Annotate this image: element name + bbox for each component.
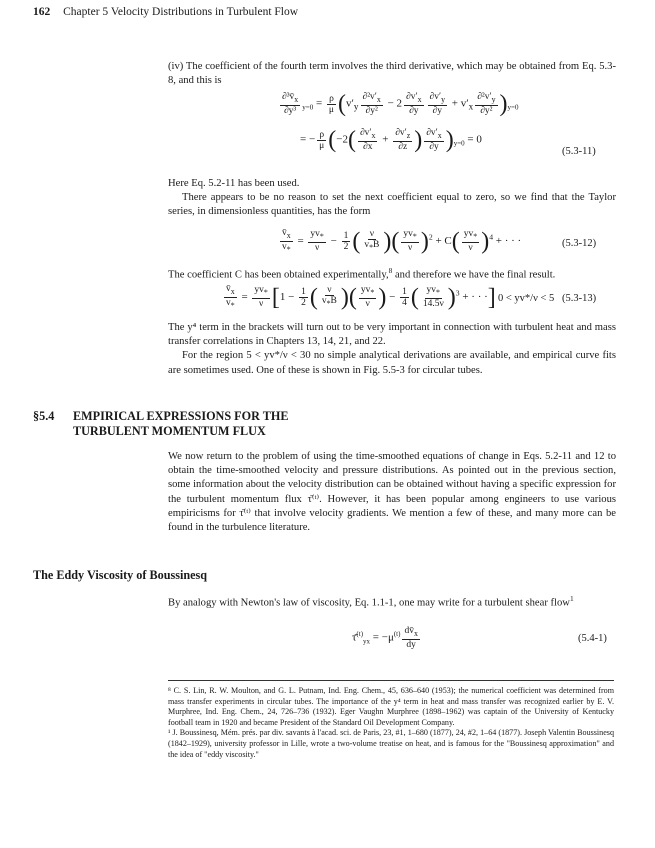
page-number: 162 <box>33 6 51 18</box>
equation-range: 0 < yv*/ν < 5 <box>498 293 555 304</box>
equation-number-5-3-11: (5.3-11) <box>562 146 596 157</box>
equation-number-5-3-12: (5.3-12) <box>562 238 597 249</box>
equation-number-5-4-1: (5.4-1) <box>578 633 607 644</box>
paragraph-coefficient: The coefficient C has been obtained experimentally,$^8$ and therefore we have the final result. <box>168 266 556 281</box>
footnote-1: ¹ J. Boussinesq, Mém. prés. par div. savants à l'acad. sci. de Paris, 23, #1, 1–680 (1877), 24, #2, 1–64 (1877). Joseph Valentin Boussinesq (1842–1929), university professor in Lille, wrote a two-volume treatise on heat, and is famous for the "Boussinesq approximation" and the idea of "eddy viscosity." <box>168 728 614 759</box>
section-title-line2: TURBULENT MOMENTUM FLUX <box>73 424 266 438</box>
equation-5-4-1: τ̄$^{(t)}_{yx}$ = $-\mu^{(t)}$ $\frac{dv̄_x}{dy}$ <box>352 626 418 650</box>
paragraph-iv: (iv) The coefficient of the fourth term involves the third derivative, which may be obtained from Eq. 5.3-8, and this is <box>168 61 616 87</box>
paragraph-section-intro: We now return to the problem of using the time-smoothed equations of change in Eqs. 5.2-11 and 12 to obtain the time-smoothed velocity and pressure distributions. As pointed out in the previous section, some information about the velocity distribution can be obtained without having a specific expression for the turbulent momentum flux τ̄⁽ᵗ⁾. However, it has been popular among engineers to use various empiricisms for τ̄⁽ᵗ⁾ that involve velocity gradients. We mention a few of these, and many more can be found in the turbulence literature. <box>168 451 616 534</box>
subsection-heading: The Eddy Viscosity of Boussinesq <box>33 568 208 582</box>
section-title-line1: EMPIRICAL EXPRESSIONS FOR THE <box>73 409 289 423</box>
footnote-8: ⁸ C. S. Lin, R. W. Moulton, and G. L. Putnam, Ind. Eng. Chem., 45, 636–640 (1953); the numerical coefficient was determined from mass transfer experiments in circular tubes. The importance of the y⁴ term in heat and mass transfer was recognized earlier by E. V. Murphree, Ind. Eng. Chem., 24, 726–736 (1932). Eger Vaughn Murphree (1898–1962) was captain of the University of Kentucky football team in 1920 and became President of the Standard Oil Development Company. <box>168 686 614 727</box>
equation-5-3-13: $\frac{v̄_x}{v_*}$ = $\frac{yv_*}{\nu}$ [1 − $\frac{1}{2}$ ( $\frac{\nu}{v_*B}$ )( $\frac{yv_*}{\nu}$ ) − $\frac{1}{4}$ ( $\frac{yv_*}{14.5\nu}$ )$^3$ + · · ·] <box>226 284 496 311</box>
paragraph-analogy: By analogy with Newton's law of viscosity, Eq. 1.1-1, one may write for a turbulent shear flow$^1$ <box>168 594 574 609</box>
equation-5-3-11-line2: = − $\frac{\rho}{\mu}$ (−2( $\frac{\partial v'_x}{\partial x}$ + $\frac{\partial v'_z}{\partial z}$ ) $\frac{\partial v'_x}{\partial y}$ )$_{y=0} = 0$ <box>300 127 482 153</box>
paragraph-y4-term: The y⁴ term in the brackets will turn out to be very important in connection with turbulent heat and mass transfer correlations in Chapters 13, 14, 21, and 22. For the region 5 < yv*/ν < 30 no simple analytical derivations are available, and empirical curve fits are sometimes used. One of these is shown in Fig. 5.5-3 for circular tubes. <box>168 322 616 376</box>
footnotes <box>168 686 614 760</box>
equation-5-3-11-line1: $\frac{\partial^3v̄_x}{\text{∂y³}}$ $_{y=0}$ = $\frac{\rho}{\mu}$ ($v'_y$ $\frac{\partial^2v'_x}{\text{∂y²}}$ − 2 $\frac{\partial v'_x}{\partial y}$ $\frac{\partial v'_y}{\partial y}$ + $v'_x$ $\frac{\partial^2v'_y}{\text{∂y²}}$ )$_{y=0}$ <box>282 91 519 117</box>
running-title: Chapter 5 Velocity Distributions in Turbulent Flow <box>63 6 299 18</box>
footnote-rule <box>168 680 614 681</box>
paragraph-here: Here Eq. 5.2-11 has been used. There appears to be no reason to set the next coefficient equal to zero, so we find that the Taylor series, in dimensionless quantities, has the form <box>168 178 616 218</box>
equation-result: = 0 <box>467 133 482 146</box>
equation-5-3-12: $\frac{v̄_x}{v_*}$ = $\frac{yv_*}{\nu}$ − $\frac{1}{2}$ ( $\frac{\nu}{v_*B}$ )( $\frac{yv_*}{\nu}$ )$^2$ + C( $\frac{yv_*}{\nu}$ )$^4$ + · · · <box>282 228 522 255</box>
section-number: §5.4 <box>33 409 55 423</box>
page-header <box>33 6 298 18</box>
section-heading <box>33 409 288 439</box>
equation-number-5-3-13: (5.3-13) <box>562 293 597 304</box>
